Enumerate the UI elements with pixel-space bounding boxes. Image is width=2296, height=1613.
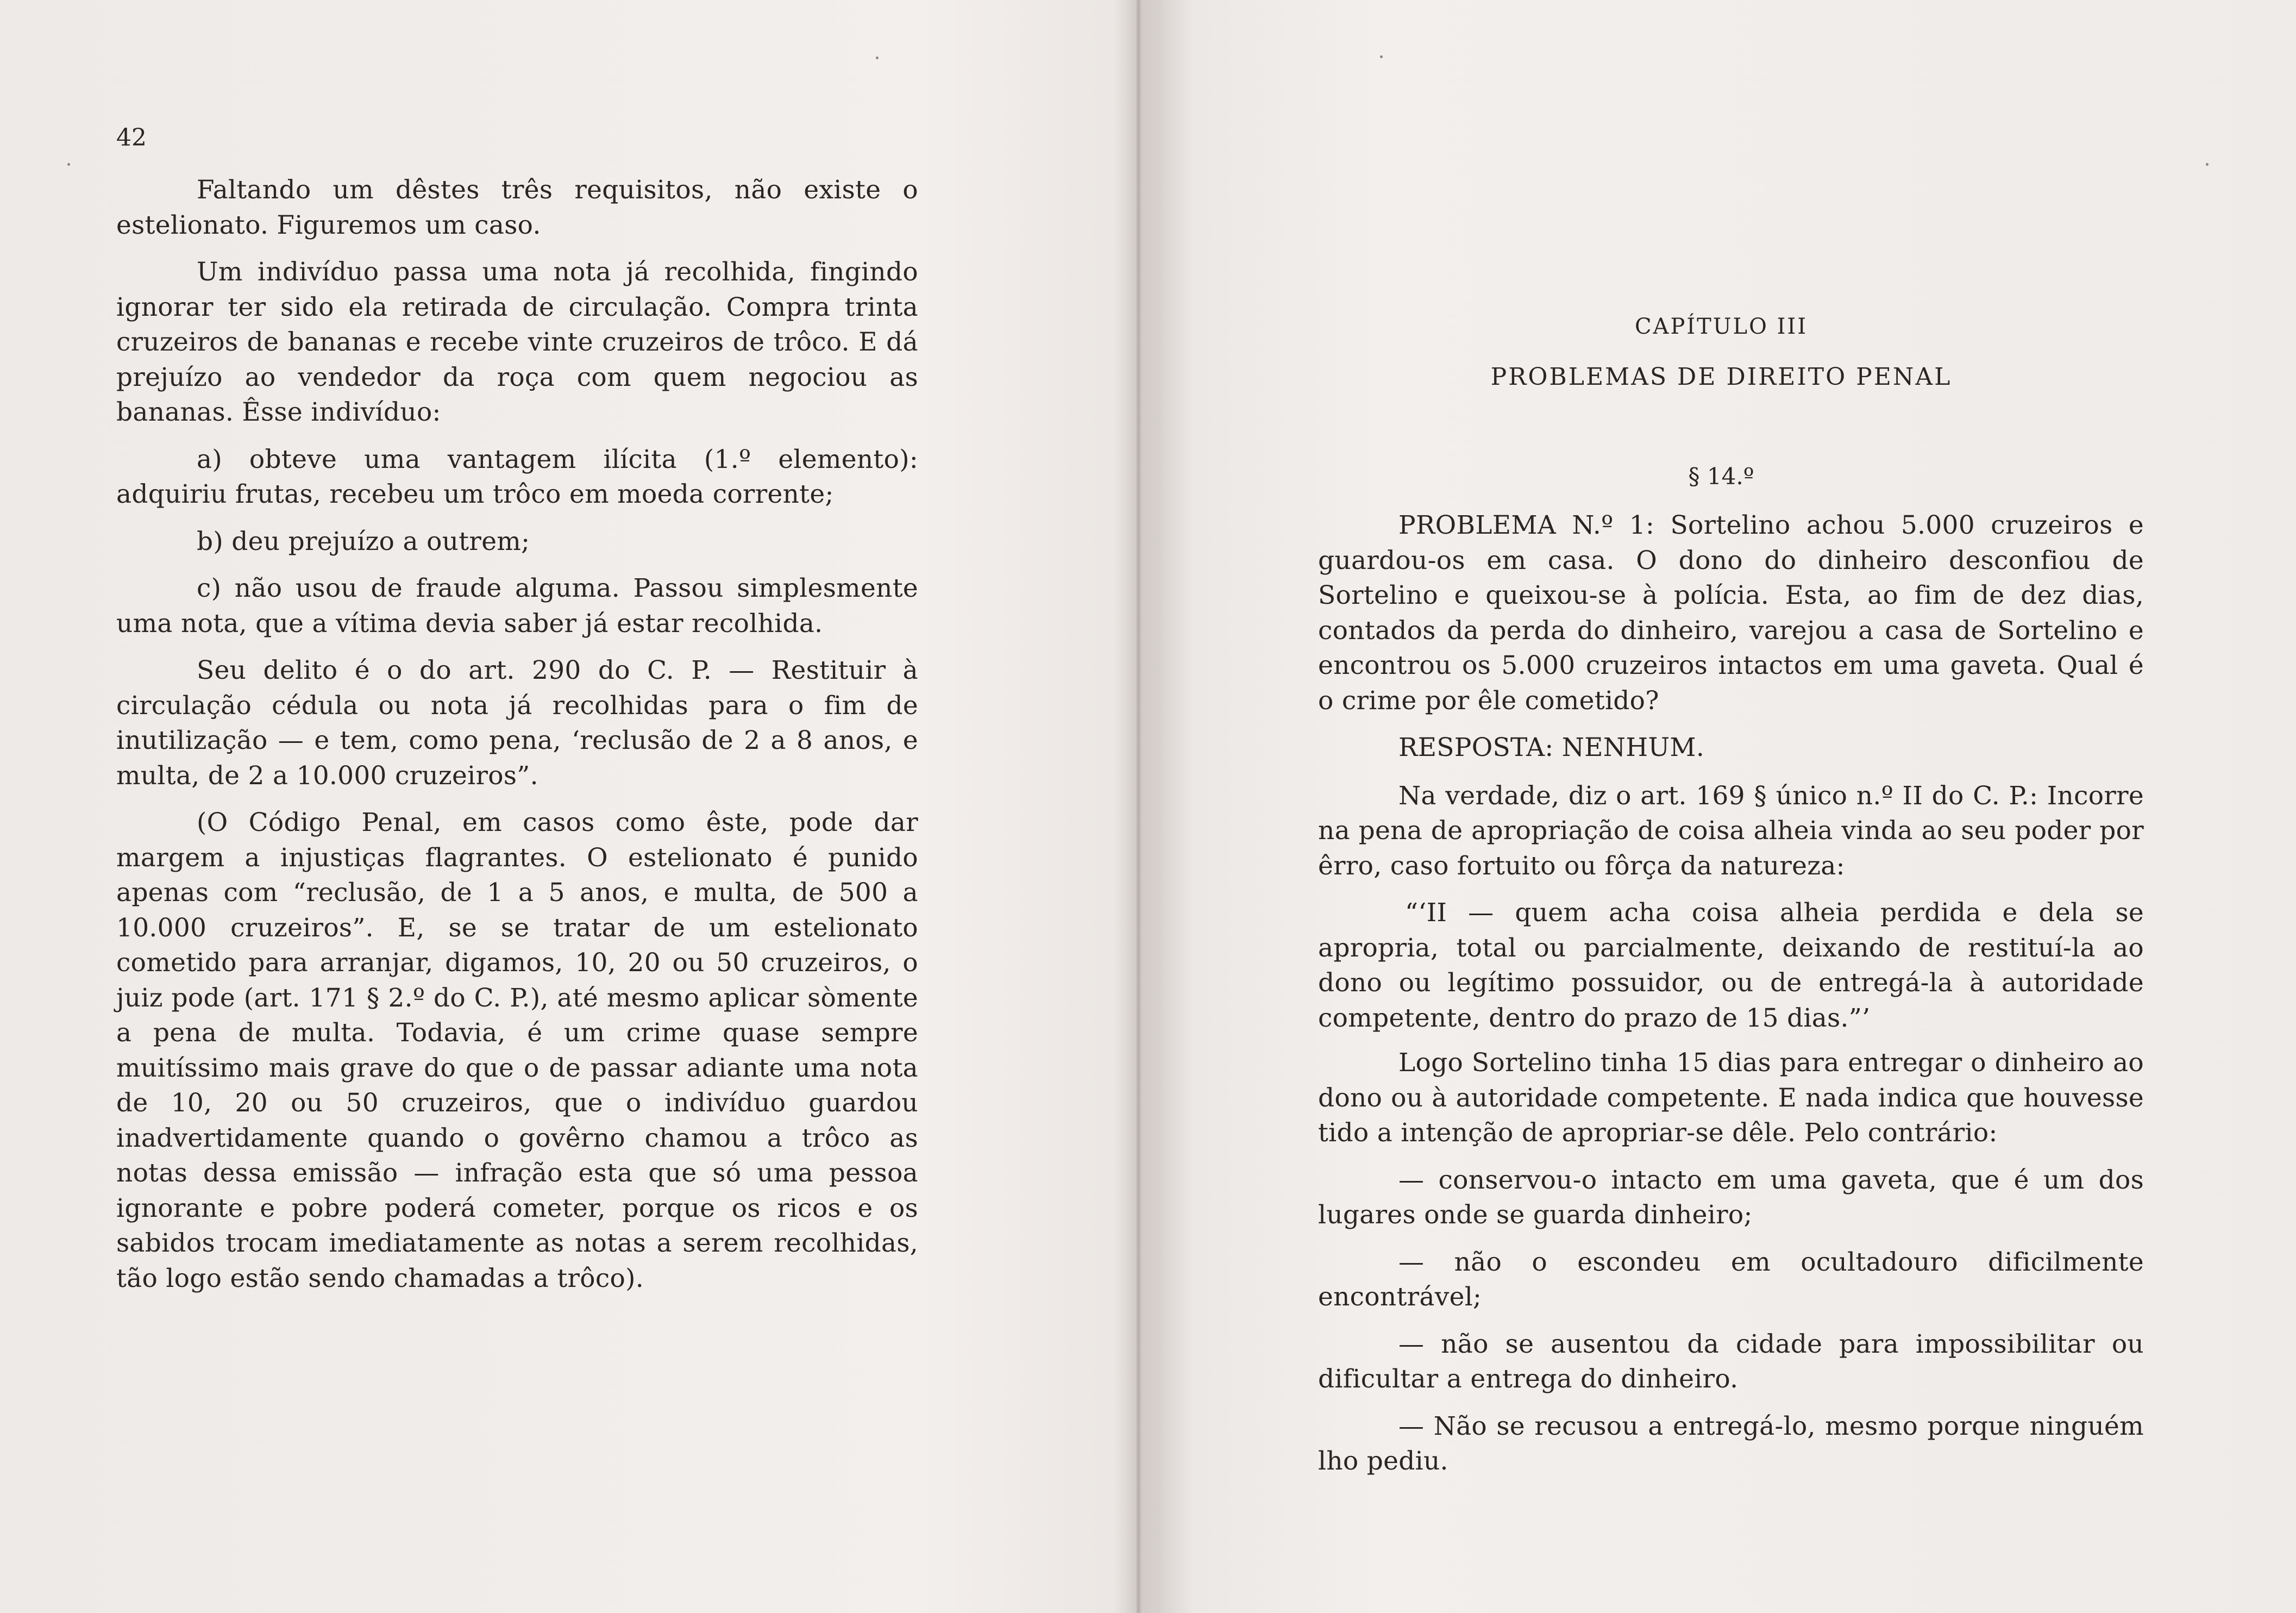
chapter-label: CAPÍTULO III	[1634, 314, 1808, 339]
answer-heading: RESPOSTA: NENHUM.	[1398, 733, 1705, 762]
list-item-b: b) deu prejuízo a outrem;	[197, 526, 530, 557]
list-item-a: a) obteve uma vantagem ilícita (1.º elemento): adquiriu frutas, recebeu um trôco em moeda corrente;	[116, 444, 918, 509]
paper-speck	[67, 163, 70, 166]
right-page-text	[1318, 508, 2144, 1491]
list-item: — Não se recusou a entregá-lo, mesmo porque ninguém lho pediu.	[1318, 1411, 2144, 1476]
paper-speck	[876, 57, 879, 59]
paragraph: Na verdade, diz o art. 169 § único n.º II do C. P.: Incorre na pena de apropriação de coisa alheia vinda ao seu poder por êrro, caso fortuito ou fôrça da natureza:	[1318, 780, 2144, 881]
list-item: — não o escondeu em ocultadouro dificilmente encontrável;	[1318, 1247, 2144, 1312]
list-item-c: c) não usou de fraude alguma. Passou simplesmente uma nota, que a vítima devia saber já estar recolhida.	[116, 573, 918, 639]
paragraph: Seu delito é o do art. 290 do C. P. — Restituir à circulação cédula ou nota já recolhidas para o fim de inutilização — e tem, como pena, ‘reclusão de 2 a 8 anos, e multa, de 2 a 10.000 cruzeiros”.	[116, 655, 918, 791]
paper-speck	[2206, 163, 2209, 166]
paragraph: (O Código Penal, em casos como êste, pode dar margem a injustiças flagrantes. O estelionato é punido apenas com “reclusão, de 1 a 5 anos, e multa, de 500 a 10.000 cruzeiros”. E, se se tratar de um estelionato cometido para arranjar, digamos, 10, 20 ou 50 cruzeiros, o juiz pode (art. 171 § 2.º do C. P.), até mesmo aplicar sòmente a pena de multa. Todavia, é um crime quase sempre muitíssimo mais grave do que o de passar adiante uma nota de 10, 20 ou 50 cruzeiros, que o indivíduo guardou inadvertidamente quando o govêrno chamou a trôco as notas dessa emissão — infração esta que só uma pessoa ignorante e pobre poderá cometer, porque os ricos e os sabidos trocam imediatamente as notas a serem recolhidas, tão logo estão sendo chamadas a trôco).	[116, 808, 918, 1293]
paragraph: Faltando um dêstes três requisitos, não existe o estelionato. Figuremos um caso.	[116, 175, 918, 240]
page-number: 42	[116, 124, 147, 152]
list-item: — não se ausentou da cidade para impossibilitar ou dificultar a entrega do dinheiro.	[1318, 1329, 2144, 1394]
paragraph: Logo Sortelino tinha 15 dias para entregar o dinheiro ao dono ou à autoridade competente. E nada indica que houvesse tido a intenção de apropriar-se dêle. Pelo contrário:	[1318, 1048, 2144, 1148]
legal-quote: “‘II — quem acha coisa alheia perdida e dela se apropria, total ou parcialmente, deixando de restituí-la ao dono ou legítimo possuidor, ou de entregá-la à autoridade competente, dentro do prazo de 15 dias.”’	[1318, 898, 2144, 1033]
chapter-title: PROBLEMAS DE DIREITO PENAL	[1490, 363, 1952, 391]
left-page-text	[116, 173, 918, 1308]
paragraph: Um indivíduo passa uma nota já recolhida, fingindo ignorar ter sido ela retirada de circulação. Compra trinta cruzeiros de bananas e recebe vinte cruzeiros de trôco. E dá prejuízo ao vendedor da roça com quem negociou as bananas. Êsse indivíduo:	[116, 257, 918, 427]
list-item: — conservou-o intacto em uma gaveta, que é um dos lugares onde se guarda dinheiro;	[1318, 1165, 2144, 1230]
section-heading: § 14.º	[1688, 463, 1754, 490]
paper-speck	[1380, 55, 1383, 58]
problem-statement: PROBLEMA N.º 1: Sortelino achou 5.000 cruzeiros e guardou-os em casa. O dono do dinheiro desconfiou de Sortelino e queixou-se à polícia. Esta, ao fim de dez dias, contados da perda do dinheiro, varejou a casa de Sortelino e encontrou os 5.000 cruzeiros intactos em uma gaveta. Qual é o crime por êle cometido?	[1318, 510, 2144, 716]
